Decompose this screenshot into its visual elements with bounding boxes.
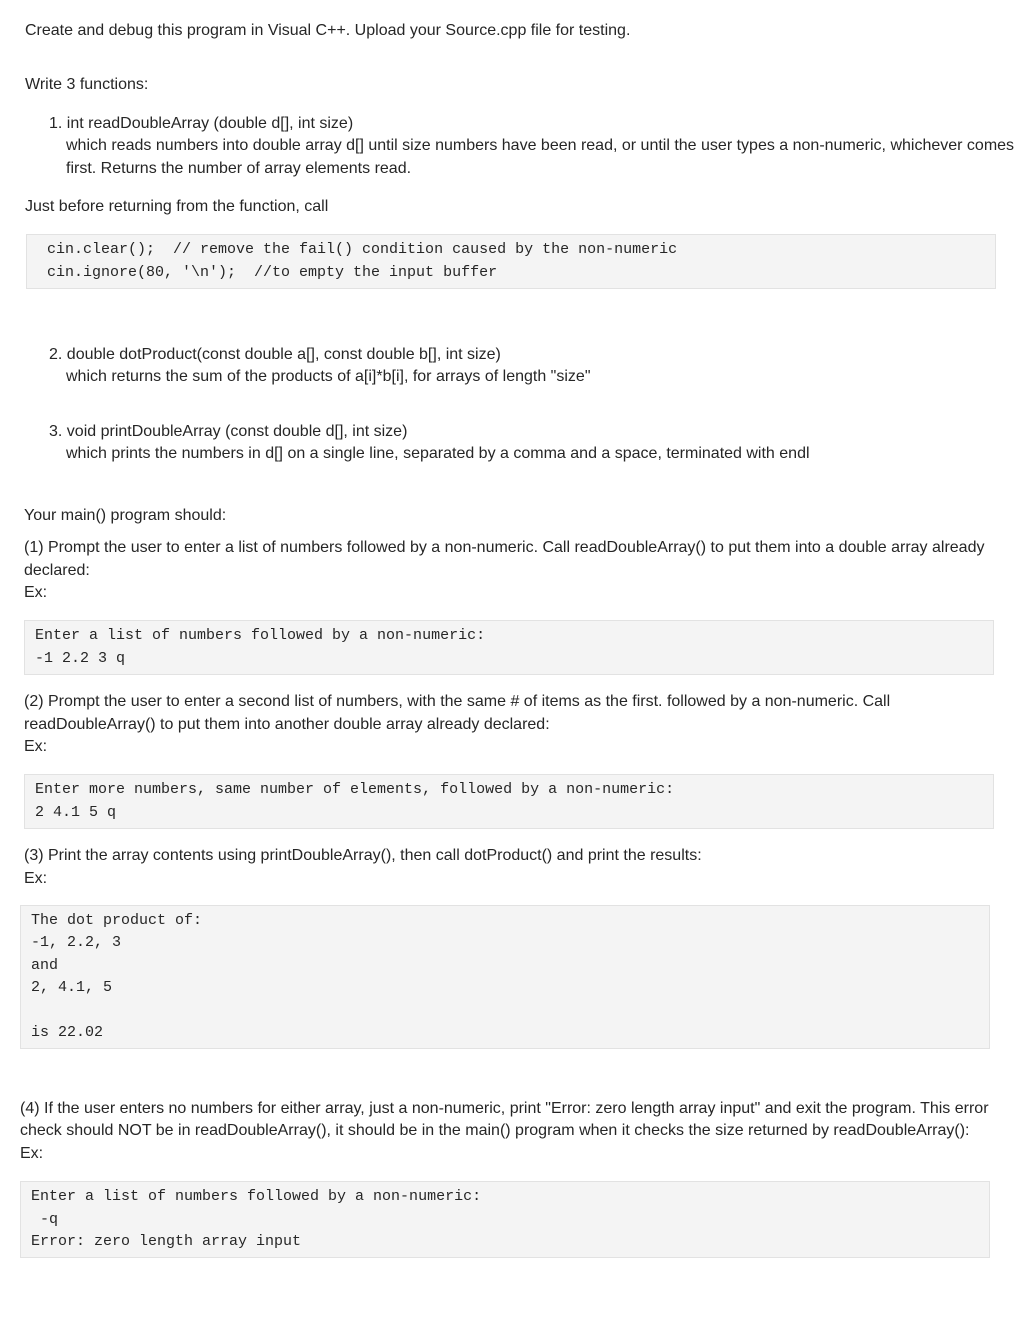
function-3-signature: 3. void printDoubleArray (const double d[], int size)	[49, 423, 408, 440]
step-3-example-label: Ex:	[24, 870, 48, 887]
intro-text: Create and debug this program in Visual C++. Upload your Source.cpp file for testing.	[25, 22, 631, 39]
code-line: cin.clear(); // remove the fail() condition caused by the non-numeric	[47, 241, 678, 258]
step-1-text: (1) Prompt the user to enter a list of numbers followed by a non-numeric. Call readDoubleArray() to put them into a double array already	[24, 539, 985, 556]
write-functions-heading: Write 3 functions:	[25, 76, 149, 93]
step-4-text-cont: check should NOT be in readDoubleArray(), it should be in the main() program when it checks the size returned by readDoubleArray():	[20, 1122, 970, 1139]
function-1-description-cont: first. Returns the number of array elements read.	[66, 160, 412, 177]
code-line: -1, 2.2, 3	[31, 934, 122, 951]
code-line: cin.ignore(80, '\n'); //to empty the input buffer	[47, 264, 498, 281]
step-2-text: (2) Prompt the user to enter a second list of numbers, with the same # of items as the first. followed by a non-numeric. Call	[24, 693, 891, 710]
code-block-example-2	[24, 774, 994, 829]
function-2-description: which returns the sum of the products of a[i]*b[i], for arrays of length "size"	[66, 368, 591, 385]
function-1-signature: 1. int readDoubleArray (double d[], int size)	[49, 115, 354, 132]
code-line: is 22.02	[31, 1024, 104, 1041]
step-3-text: (3) Print the array contents using printDoubleArray(), then call dotProduct() and print the results:	[24, 847, 702, 864]
step-2-example-label: Ex:	[24, 738, 48, 755]
code-block-cin	[26, 234, 996, 289]
code-line: and	[31, 957, 59, 974]
code-block-example-3	[20, 905, 990, 1049]
function-1-description: which reads numbers into double array d[] until size numbers have been read, or until the user types a non-numeric, whichever comes	[66, 137, 1015, 154]
step-4-example-label: Ex:	[20, 1145, 44, 1162]
code-line: Enter a list of numbers followed by a non-numeric:	[31, 1188, 482, 1205]
code-line: Enter more numbers, same number of elements, followed by a non-numeric:	[35, 781, 675, 798]
main-program-heading: Your main() program should:	[24, 507, 227, 524]
code-line: 2 4.1 5 q	[35, 804, 117, 821]
before-return-text: Just before returning from the function, call	[25, 198, 329, 215]
step-4-text: (4) If the user enters no numbers for either array, just a non-numeric, print "Error: zero length array input" and exit the program. This error	[20, 1100, 989, 1117]
code-line: 2, 4.1, 5	[31, 979, 113, 996]
step-1-example-label: Ex:	[24, 584, 48, 601]
function-2-signature: 2. double dotProduct(const double a[], const double b[], int size)	[49, 346, 501, 363]
code-line: -q	[31, 1211, 59, 1228]
function-3-description: which prints the numbers in d[] on a single line, separated by a comma and a space, terminated with endl	[66, 445, 810, 462]
step-1-text-cont: declared:	[24, 562, 90, 579]
code-block-example-4	[20, 1181, 990, 1258]
code-line: -1 2.2 3 q	[35, 650, 126, 667]
code-line: Error: zero length array input	[31, 1233, 302, 1250]
step-2-text-cont: readDoubleArray() to put them into another double array already declared:	[24, 716, 550, 733]
code-block-example-1	[24, 620, 994, 675]
code-line: Enter a list of numbers followed by a non-numeric:	[35, 627, 486, 644]
code-line: The dot product of:	[31, 912, 203, 929]
